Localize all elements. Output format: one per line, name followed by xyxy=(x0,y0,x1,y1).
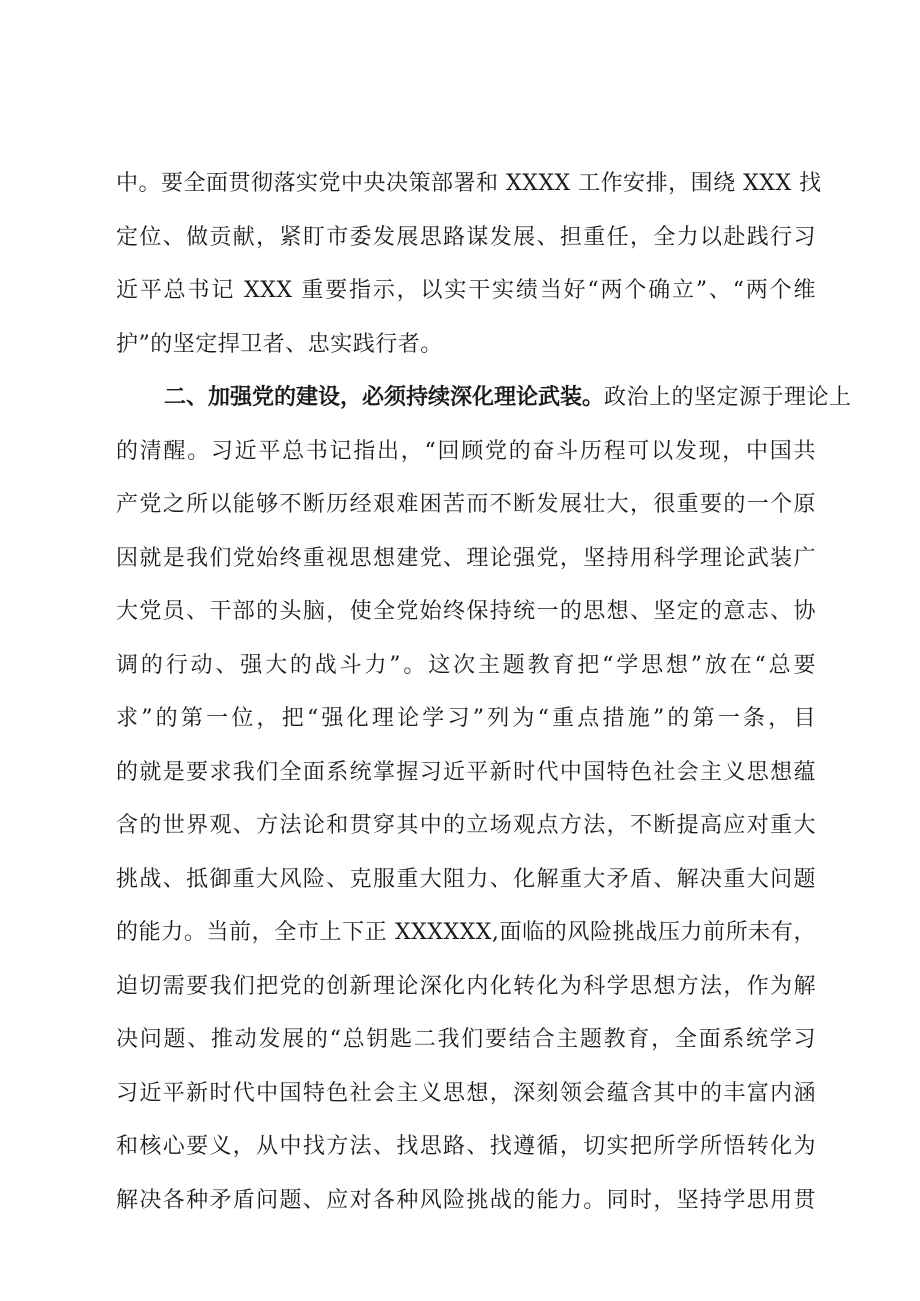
text-line: 因就是我们党始终重视思想建党、理论强党，坚持用科学理论武装广 xyxy=(116,545,816,571)
text-line: 护”的坚定捍卫者、忠实践行者。 xyxy=(116,331,443,357)
text-line: 含的世界观、方法论和贯穿其中的立场观点方法，不断提高应对重大 xyxy=(116,813,816,838)
paragraph-2 xyxy=(116,371,852,1227)
text-line: 的能力。当前，全市上下正 XXXXXX,面临的风险挑战压力前所未有， xyxy=(116,920,816,945)
text-line: 调的行动、强大的战斗力”。这次主题教育把“学思想”放在“总要 xyxy=(116,652,816,678)
text-line: 习近平新时代中国特色社会主义思想，深刻领会蕴含其中的丰富内涵 xyxy=(116,1080,816,1106)
text-line: 迫切需要我们把党的创新理论深化内化转化为科学思想方法，作为解 xyxy=(116,973,816,999)
document-body xyxy=(116,157,852,1227)
text-line: 求”的第一位，把“强化理论学习”列为“重点措施”的第一条，目 xyxy=(116,706,816,731)
text-span: 政治上的坚定源于理论上 xyxy=(604,385,852,410)
text-line: 近平总书记 XXX 重要指示，以实干实绩当好“两个确立”、“两个维 xyxy=(116,278,816,303)
text-line: 产党之所以能够不断历经艰难困苦而不断发展壮大，很重要的一个原 xyxy=(116,492,816,517)
section-heading: 二、加强党的建设，必须持续深化理论武装。 xyxy=(164,385,605,410)
text-line: 的清醒。习近平总书记指出，“回顾党的奋斗历程可以发现，中国共 xyxy=(116,438,816,464)
text-line: 中。要全面贯彻落实党中央决策部署和 XXXX 工作安排，围绕 XXX 找 xyxy=(116,171,822,196)
text-line: 大党员、干部的头脑，使全党始终保持统一的思想、坚定的意志、协 xyxy=(116,599,816,624)
text-line: 和核心要义，从中找方法、找思路、找遵循，切实把所学所悟转化为 xyxy=(116,1134,816,1159)
text-line: 解决各种矛盾问题、应对各种风险挑战的能力。同时，坚持学思用贯 xyxy=(116,1187,816,1213)
text-line: 的就是要求我们全面系统掌握习近平新时代中国特色社会主义思想蕴 xyxy=(116,759,816,785)
text-line-first xyxy=(116,371,852,425)
text-line: 定位、做贡献，紧盯市委发展思路谋发展、担重任，全力以赴践行习 xyxy=(116,224,816,250)
text-line: 决问题、推动发展的“总钥匙二我们要结合主题教育，全面系统学习 xyxy=(116,1027,816,1052)
text-line: 挑战、抵御重大风险、克服重大阻力、化解重大矛盾、解决重大问题 xyxy=(116,866,816,892)
paragraph-1 xyxy=(116,157,822,371)
